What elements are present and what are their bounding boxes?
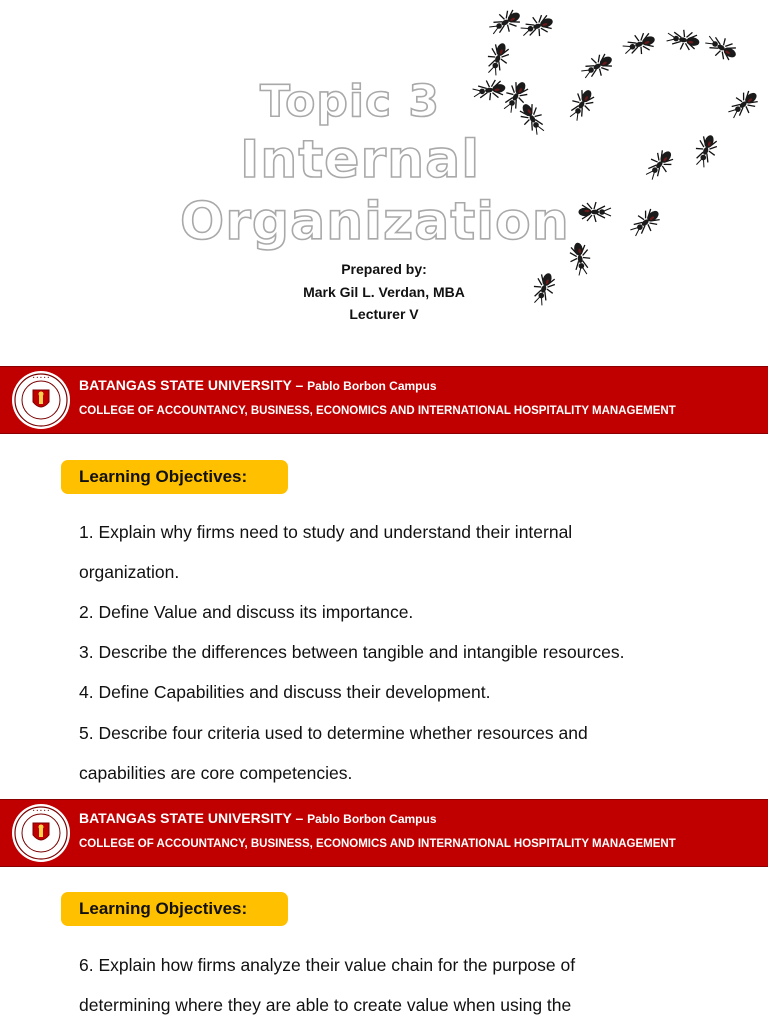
university-name — [79, 810, 437, 826]
learning-objectives-heading: Learning Objectives: — [61, 460, 288, 494]
objective-line: 1. Explain why firms need to study and understand their internal — [79, 522, 573, 542]
objective-line: capabilities are core competencies. — [79, 763, 353, 783]
university-seal-icon — [11, 803, 71, 863]
svg-text:• • • • •: • • • • • — [32, 808, 50, 813]
campus-name: Pablo Borbon Campus — [307, 379, 437, 393]
title-word-internal: Internal — [239, 130, 481, 190]
author-role: Lecturer V — [349, 306, 419, 322]
ants-trail-icon — [470, 0, 768, 320]
campus-name: Pablo Borbon Campus — [307, 812, 437, 826]
objective-line: 4. Define Capabilities and discuss their development. — [79, 682, 491, 702]
svg-text:• • • • •: • • • • • — [32, 375, 50, 380]
title-slide — [0, 0, 768, 340]
university-seal-icon — [11, 370, 71, 430]
university-banner — [0, 366, 768, 434]
university-banner — [0, 799, 768, 867]
college-name: COLLEGE OF ACCOUNTANCY, BUSINESS, ECONOMICS AND INTERNATIONAL HOSPITALITY MANAGEMENT — [79, 838, 676, 850]
topic-number: Topic 3 — [260, 76, 440, 127]
university-name — [79, 377, 437, 393]
objective-line: 3. Describe the differences between tangible and intangible resources. — [79, 642, 625, 662]
objective-line: 2. Define Value and discuss its importance. — [79, 602, 414, 622]
college-name: COLLEGE OF ACCOUNTANCY, BUSINESS, ECONOMICS AND INTERNATIONAL HOSPITALITY MANAGEMENT — [79, 405, 676, 417]
objective-line: 6. Explain how firms analyze their value chain for the purpose of — [79, 955, 576, 975]
objective-line: organization. — [79, 562, 180, 582]
objective-line: determining where they are able to create value when using the — [79, 995, 572, 1015]
prepared-by-label: Prepared by: — [341, 261, 427, 277]
university-title: BATANGAS STATE UNIVERSITY – — [79, 377, 304, 393]
title-word-organization: Organization — [180, 192, 570, 252]
university-title: BATANGAS STATE UNIVERSITY – — [79, 810, 304, 826]
objective-line: 5. Describe four criteria used to determine whether resources and — [79, 723, 588, 743]
learning-objectives-heading: Learning Objectives: — [61, 892, 288, 926]
author-name: Mark Gil L. Verdan, MBA — [303, 284, 465, 300]
